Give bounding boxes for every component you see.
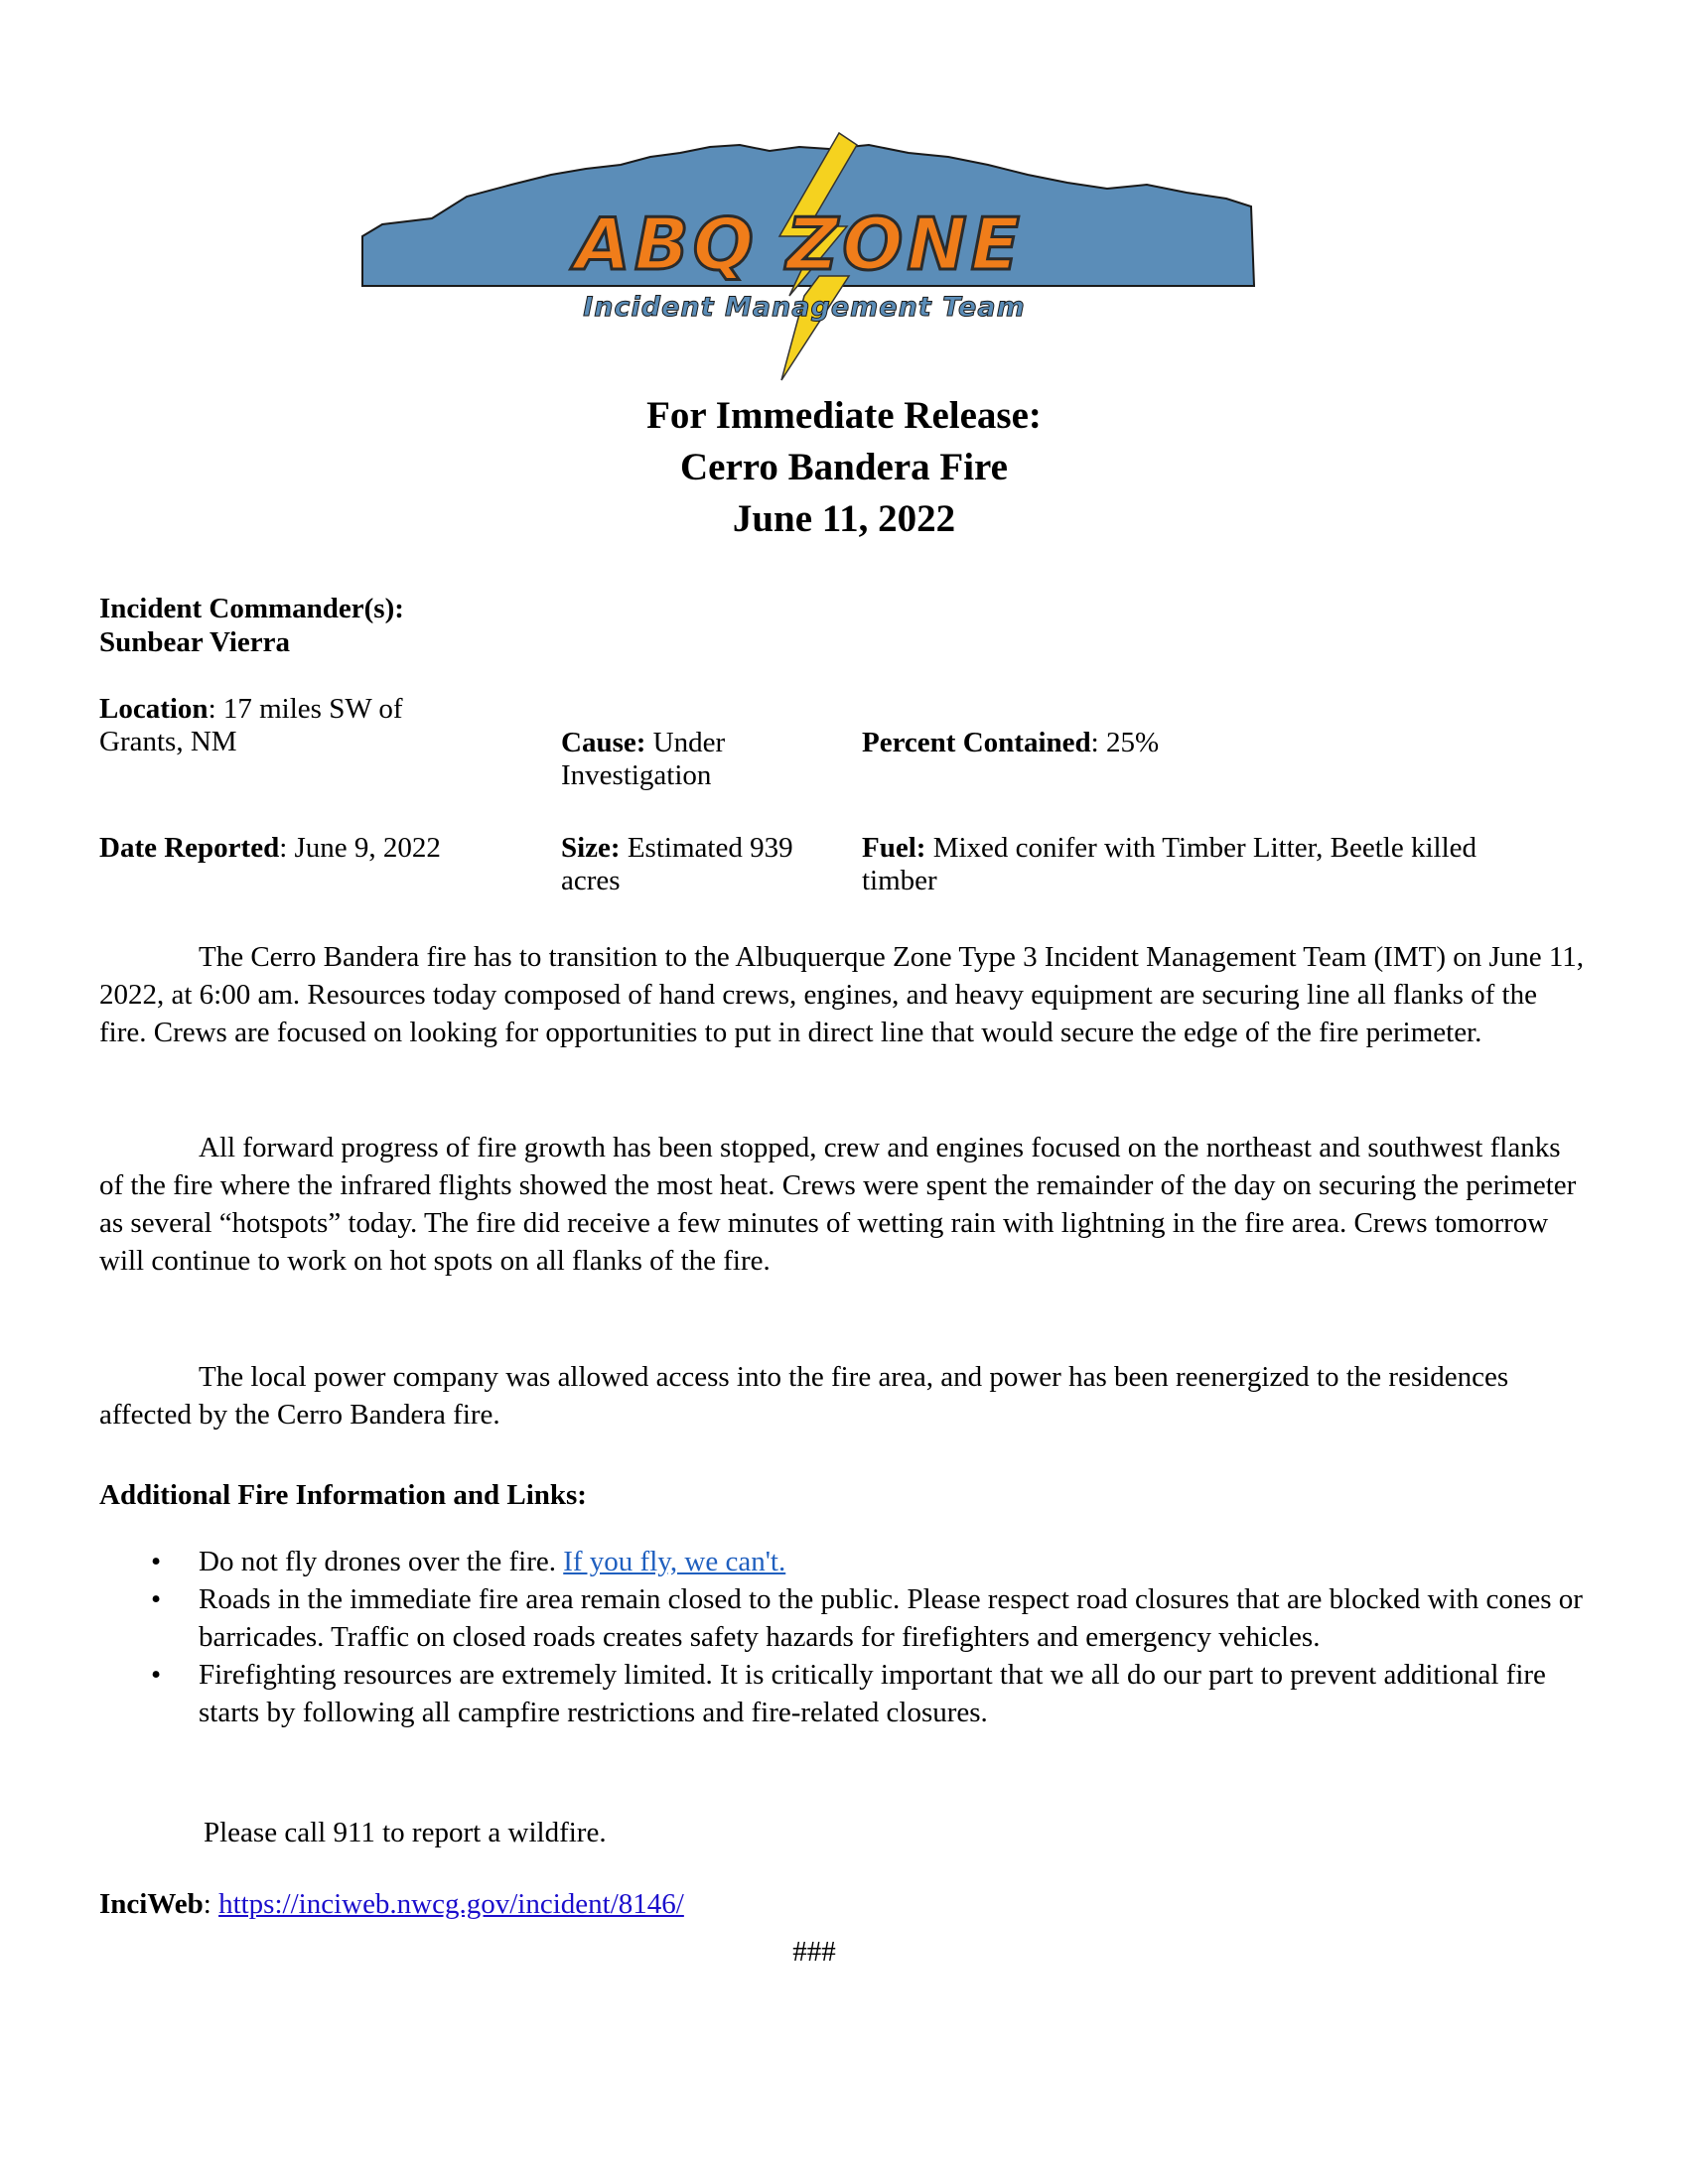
commander-name: Sunbear Vierra	[99, 626, 290, 658]
bullet-dot: •	[151, 1659, 162, 1691]
size-value-1: Estimated 939	[620, 832, 793, 864]
bullet-3-text: Firefighting resources are extremely limited. It is critically important that we all do our part to prevent additional fire starts by following all campfire restrictions and fire-related closures.	[199, 1659, 1546, 1728]
headline	[0, 390, 1688, 545]
info-bullet-list	[99, 1543, 1609, 1731]
drone-safety-link[interactable]: If you fly, we can't.	[563, 1546, 786, 1577]
size-line1	[561, 832, 793, 865]
abq-zone-logo	[352, 127, 1276, 385]
fuel-line1	[862, 832, 1477, 865]
date-reported-line	[99, 832, 441, 865]
logo-title: ABQ ZONE	[575, 203, 1024, 286]
location-line1	[99, 693, 403, 726]
date-label: Date Reported	[99, 832, 280, 864]
contained-label: Percent Contained	[862, 727, 1091, 758]
inciweb-line	[99, 1888, 684, 1921]
cause-value-1: Under	[645, 727, 726, 758]
paragraph-1	[99, 938, 1589, 1051]
bullet-item-drones	[99, 1543, 1609, 1580]
logo-subtitle: Incident Management Team	[583, 292, 1026, 323]
call-911-line: Please call 911 to report a wildfire.	[204, 1817, 607, 1848]
bullet-dot: •	[151, 1546, 162, 1577]
cause-line1	[561, 727, 725, 759]
fuel-value-1: Mixed conifer with Timber Litter, Beetle killed	[925, 832, 1477, 864]
inciweb-label: InciWeb	[99, 1888, 204, 1920]
headline-release: For Immediate Release:	[646, 394, 1042, 437]
end-mark: ###	[792, 1936, 836, 1968]
paragraph-3	[99, 1358, 1589, 1433]
inciweb-link[interactable]: https://inciweb.nwcg.gov/incident/8146/	[218, 1888, 684, 1920]
inciweb-sep: :	[203, 1888, 219, 1920]
bullet-1-text: Do not fly drones over the fire.	[199, 1546, 564, 1577]
date-value: : June 9, 2022	[279, 832, 441, 864]
bullet-item-resources	[99, 1656, 1609, 1731]
location-value-1: : 17 miles SW of	[208, 693, 403, 725]
commander-label: Incident Commander(s):	[99, 593, 404, 624]
bullet-dot: •	[151, 1583, 162, 1615]
paragraph-3-text: The local power company was allowed access into the fire area, and power has been reenergized to the residences affected by the Cerro Bandera fire.	[99, 1361, 1509, 1431]
bullet-2-text: Roads in the immediate fire area remain closed to the public. Please respect road closures that are blocked with cones or barricades. Traffic on closed roads creates safety hazards for firefighters and emergency vehicles.	[199, 1583, 1583, 1653]
cause-label: Cause:	[561, 727, 646, 758]
headline-date: June 11, 2022	[732, 497, 956, 540]
cause-value-2: Investigation	[561, 759, 712, 791]
contained-line	[862, 727, 1159, 759]
location-value-2: Grants, NM	[99, 726, 237, 757]
paragraph-2	[99, 1129, 1589, 1280]
headline-fire-name: Cerro Bandera Fire	[680, 446, 1008, 488]
contained-value: : 25%	[1090, 727, 1160, 758]
fuel-value-2: timber	[862, 865, 937, 896]
additional-info-heading: Additional Fire Information and Links:	[99, 1479, 587, 1511]
location-label: Location	[99, 693, 209, 725]
bullet-item-roads	[99, 1580, 1609, 1656]
size-label: Size:	[561, 832, 621, 864]
paragraph-1-text: The Cerro Bandera fire has to transition to the Albuquerque Zone Type 3 Incident Management Team (IMT) on June 11, 2022, at 6:00 am. Resources today composed of hand crews, engines, and heavy equipment are securing line all flanks of the fire. Crews are focused on looking for opportunities to put in direct line that would secure the edge of the fire perimeter.	[99, 941, 1585, 1048]
size-value-2: acres	[561, 865, 621, 896]
fuel-label: Fuel:	[862, 832, 926, 864]
paragraph-2-text: All forward progress of fire growth has been stopped, crew and engines focused on the northeast and southwest flanks of the fire where the infrared flights showed the most heat. Crews were spent the remainder of the day on securing the perimeter as several “hotspots” today. The fire did receive a few minutes of wetting rain with lightning in the fire area. Crews tomorrow will continue to work on hot spots on all flanks of the fire.	[99, 1132, 1577, 1277]
